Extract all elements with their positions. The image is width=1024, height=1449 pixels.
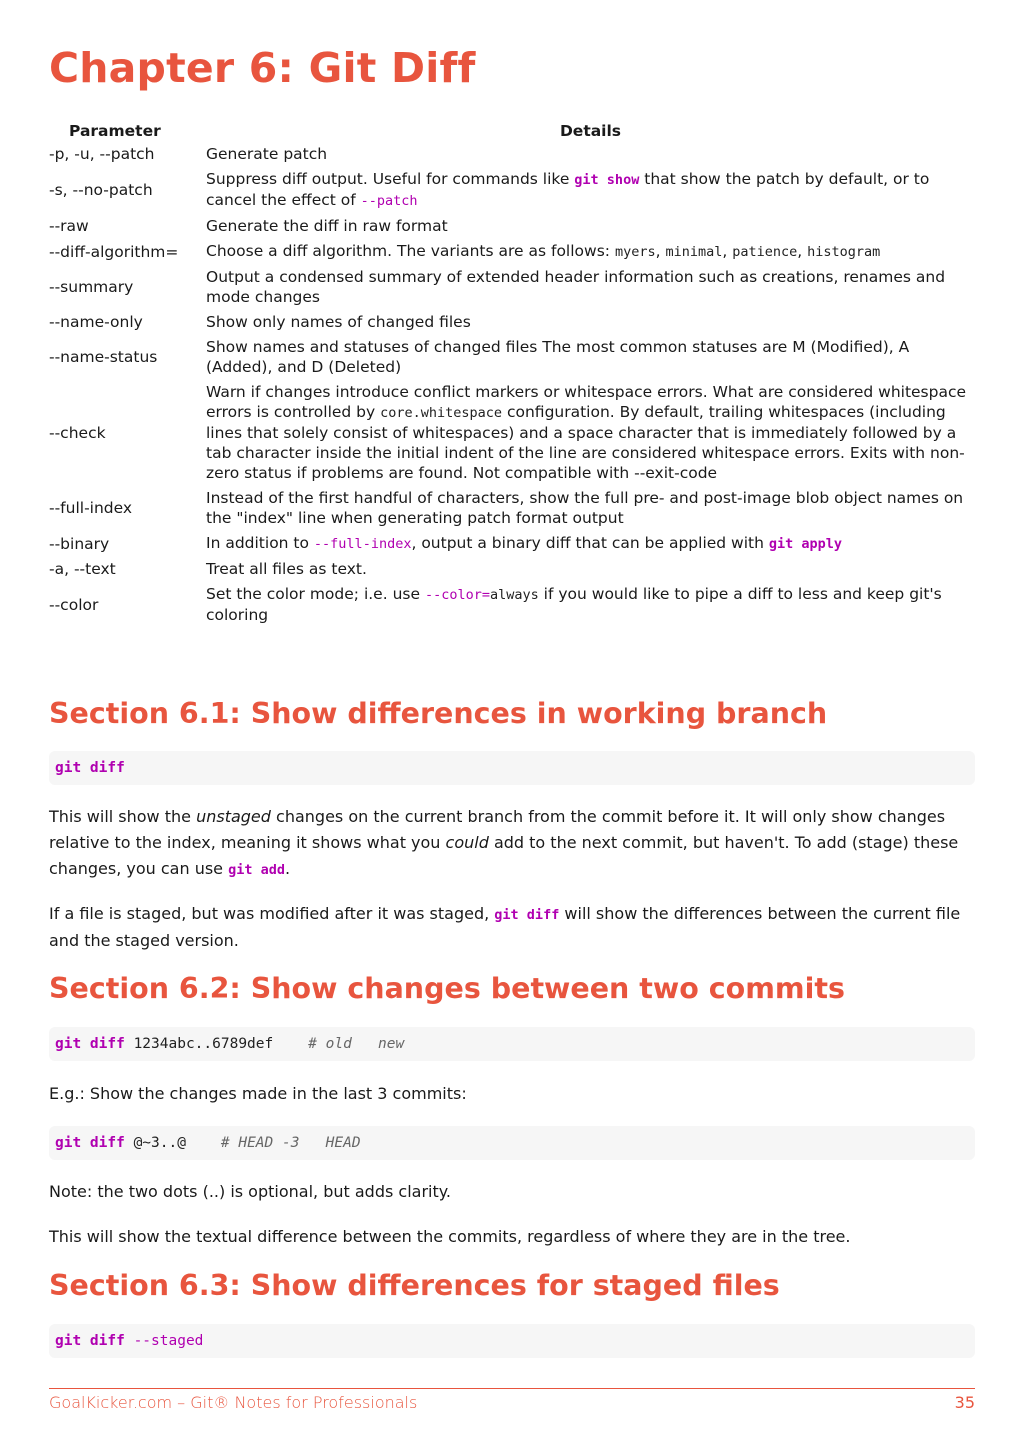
code-block-git-diff <box>49 751 975 785</box>
inline-code: git diff <box>494 907 560 923</box>
text-run: if you would like to pipe a diff to less and keep git's coloring <box>206 585 942 624</box>
table-row <box>49 381 975 487</box>
paragraph-unstaged <box>49 804 975 883</box>
page-number: 35 <box>954 1393 975 1412</box>
table-row <box>49 215 975 240</box>
code-text: git diff <box>55 760 125 776</box>
text-run: , <box>722 242 733 260</box>
text-run: Show names and statuses of changed files The most common statuses are M (Modified), A (Added), and D (Deleted) <box>206 338 910 376</box>
paragraph-staged <box>49 901 975 954</box>
parameter-cell: --full-index <box>49 499 133 517</box>
text-run: Instead of the first handful of characters, show the full pre- and post-image blob object names on the "index" line when generating patch format output <box>206 489 964 527</box>
code-command: git diff <box>55 1333 125 1349</box>
text-run: Set the color mode; i.e. use <box>206 585 425 603</box>
parameter-cell: --color <box>49 595 99 614</box>
text-run: add to the next commit, but haven't. To add (stage) these changes, you can use <box>49 833 959 878</box>
inline-code: --full-index <box>313 536 412 552</box>
parameter-cell: --summary <box>49 278 134 296</box>
text-run: Output a condensed summary of extended header information such as creations, renames and mode changes <box>206 268 946 306</box>
text-run: Generate the diff in raw format <box>206 217 448 235</box>
code-args: 1234abc..6789def <box>124 1036 274 1052</box>
inline-code: always <box>489 587 539 603</box>
details-cell <box>206 311 975 336</box>
inline-code: core.whitespace <box>380 405 503 421</box>
text-run: Generate patch <box>206 145 328 163</box>
parameter-cell: -s, --no-patch <box>49 181 153 199</box>
parameter-cell: -p, -u, --patch <box>49 145 155 163</box>
details-cell <box>206 532 975 558</box>
inline-code: git add <box>228 862 286 878</box>
text-run: will show the differences between the current file and the staged version. <box>49 904 961 950</box>
details-cell <box>206 381 975 487</box>
chapter-title: Chapter 6: Git Diff <box>49 44 476 92</box>
text-run: , <box>655 242 666 260</box>
code-command: git diff <box>55 1036 125 1052</box>
footer-divider <box>49 1388 975 1389</box>
code-comment: # old new <box>308 1036 405 1052</box>
text-run: This will show the <box>49 807 197 826</box>
parameter-cell: -a, --text <box>49 560 116 578</box>
inline-code: --patch <box>360 193 418 209</box>
details-cell <box>206 336 975 381</box>
text-run: Show only names of changed files <box>206 313 471 331</box>
text-run: that show the patch by default, or to cancel the effect of <box>206 170 930 209</box>
code-block-two-commits <box>49 1027 975 1061</box>
text-run: . <box>285 859 291 878</box>
table-row <box>49 532 975 558</box>
table-row <box>49 311 975 336</box>
parameter-cell: --binary <box>49 534 110 553</box>
parameter-cell: --check <box>49 423 106 442</box>
code-block-staged <box>49 1324 975 1358</box>
parameter-cell: --diff-algorithm= <box>49 242 179 261</box>
paragraph-example: E.g.: Show the changes made in the last 3 commits: <box>49 1084 467 1103</box>
inline-code: git apply <box>768 536 843 552</box>
code-args: @~3..@ <box>124 1135 186 1151</box>
text-run: Warn if changes introduce conflict markers or whitespace errors. What are considered whitespace errors is controlled by <box>206 383 967 421</box>
section-6-1-title: Section 6.1: Show differences in working branch <box>49 697 828 730</box>
footer-source-link[interactable]: GoalKicker.com – Git® Notes for Professionals <box>49 1393 418 1412</box>
table-row <box>49 558 975 583</box>
header-details: Details <box>559 122 622 140</box>
text-run: Suppress diff output. Useful for commands like <box>206 170 575 188</box>
text-run: configuration. By default, trailing whitespaces (including lines that solely consist of whitespaces) and a space character that is immediately followed by a tab character inside the initial indent of the line are considered whitespace errors. Exits with non-zero status if problems are found. Not compatible with --exit-code <box>206 403 965 482</box>
parameter-cell: --raw <box>49 217 89 235</box>
code-block-last-three <box>49 1126 975 1160</box>
text-run: , output a binary diff that can be applied with <box>411 534 769 552</box>
text-run: changes on the current branch from the commit before it. It will only show changes relative to the index, meaning it shows what you <box>49 807 946 852</box>
text-run: Choose a diff algorithm. The variants are as follows: <box>206 242 615 260</box>
details-cell <box>206 240 975 266</box>
parameter-cell: --name-status <box>49 348 158 366</box>
table-header-row <box>49 121 975 143</box>
table-row <box>49 143 975 168</box>
inline-code: histogram <box>807 244 881 260</box>
table-row <box>49 240 975 266</box>
section-6-2-title: Section 6.2: Show changes between two commits <box>49 972 845 1005</box>
inline-code: --color= <box>424 587 490 603</box>
details-cell <box>206 487 975 532</box>
table-row <box>49 583 975 629</box>
paragraph-note: Note: the two dots (..) is optional, but adds clarity. <box>49 1182 452 1201</box>
table-row <box>49 266 975 311</box>
details-cell <box>206 215 975 240</box>
parameter-cell: --name-only <box>49 313 143 331</box>
table-row <box>49 487 975 532</box>
header-parameter: Parameter <box>69 122 161 140</box>
table-row <box>49 336 975 381</box>
inline-code: git show <box>574 172 640 188</box>
paragraph-textual-difference: This will show the textual difference between the commits, regardless of where they are in the tree. <box>49 1227 851 1246</box>
details-cell <box>206 558 975 583</box>
text-run: , <box>797 242 808 260</box>
text-run: If a file is staged, but was modified after it was staged, <box>49 904 495 923</box>
emphasis-text: could <box>445 833 489 852</box>
table-row <box>49 168 975 215</box>
code-args: --staged <box>124 1333 204 1349</box>
details-cell <box>206 266 975 311</box>
code-comment: # HEAD -3 HEAD <box>220 1135 361 1151</box>
code-command: git diff <box>55 1135 125 1151</box>
details-cell <box>206 143 975 168</box>
parameter-table <box>49 121 975 629</box>
inline-code: myers <box>614 244 656 260</box>
details-cell <box>206 168 975 215</box>
text-run: In addition to <box>206 534 314 552</box>
details-cell <box>206 583 975 629</box>
inline-code: minimal <box>665 244 723 260</box>
inline-code: patience <box>732 244 798 260</box>
text-run: Treat all files as text. <box>206 560 367 578</box>
section-6-3-title: Section 6.3: Show differences for staged files <box>49 1269 780 1302</box>
emphasis-text: unstaged <box>196 807 271 826</box>
